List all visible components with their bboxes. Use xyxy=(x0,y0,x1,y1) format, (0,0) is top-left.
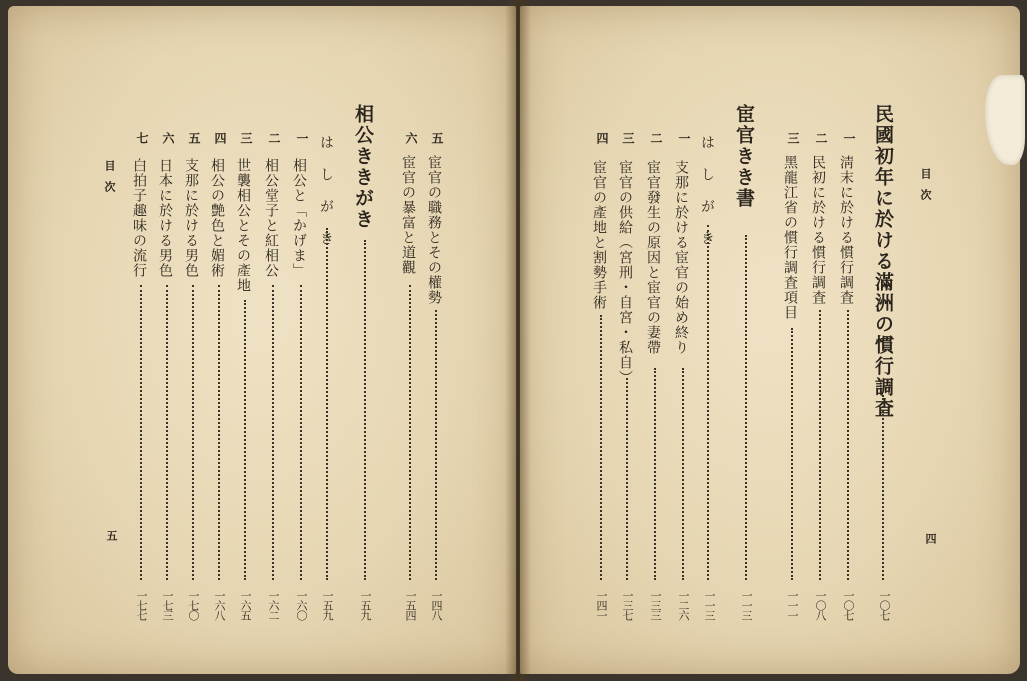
entry-page-number: 一一一 xyxy=(786,590,799,620)
entry-title: 宦官の職務とその權勢 xyxy=(426,155,442,305)
leader-dots xyxy=(364,240,366,580)
entry-title: 支那に於ける宦官の始め終り xyxy=(673,160,689,355)
leader-dots xyxy=(745,235,747,580)
entry-page-number: 一七七 xyxy=(135,590,148,620)
entry-title: 支那に於ける男色 xyxy=(183,158,199,278)
entry-number: 一 xyxy=(677,132,691,144)
folio-right: 四 xyxy=(924,533,937,544)
leader-dots xyxy=(654,368,656,580)
entry-page-number: 一三三 xyxy=(649,590,662,620)
entry-title: 宦官の供給（宮刑・自宮・私自） xyxy=(617,160,633,385)
section-page-number: 一五九 xyxy=(359,590,372,620)
running-head-right: 目次 xyxy=(919,168,932,210)
right-page xyxy=(520,6,1020,674)
leader-dots xyxy=(244,300,246,580)
entry-number: 三 xyxy=(239,132,253,144)
entry-title: 相公と「かげま」 xyxy=(291,158,307,278)
entry-title: 相公の艶色と媚術 xyxy=(209,158,225,278)
entry-number: 二 xyxy=(267,132,281,144)
book-gutter xyxy=(505,0,531,681)
entry-page-number: 一四一 xyxy=(595,590,608,620)
entry-number: 六 xyxy=(161,132,175,144)
leader-dots xyxy=(600,315,602,580)
leader-dots xyxy=(626,378,628,580)
entry-number: 五 xyxy=(187,132,201,144)
entry-page-number: 一一三 xyxy=(703,590,716,620)
leader-dots xyxy=(682,368,684,580)
entry-title: は し が き xyxy=(318,135,334,246)
leader-dots xyxy=(218,285,220,580)
leader-dots xyxy=(409,285,411,580)
entry-number: 二 xyxy=(649,132,663,144)
section-title-xianggong: 相公ききがき xyxy=(352,104,374,230)
entry-number: 一 xyxy=(842,132,856,144)
entry-number: 四 xyxy=(213,132,227,144)
entry-title: 民初に於ける慣行調査 xyxy=(810,155,826,305)
entry-page-number: 一三七 xyxy=(621,590,634,620)
entry-page-number: 一六〇 xyxy=(295,590,308,620)
entry-title: 淸末に於ける慣行調査 xyxy=(838,155,854,305)
leader-dots xyxy=(192,285,194,580)
leader-dots xyxy=(140,285,142,580)
entry-number: 七 xyxy=(135,132,149,144)
entry-title: 黑龍江省の慣行調査項目 xyxy=(782,155,798,320)
entry-page-number: 一六八 xyxy=(213,590,226,620)
leader-dots xyxy=(435,310,437,580)
entry-page-number: 一〇八 xyxy=(814,590,827,620)
entry-number: 二 xyxy=(814,132,828,144)
section-title-manchuria: 民國初年に於ける滿洲の慣行調査 xyxy=(872,104,894,419)
leader-dots xyxy=(300,285,302,580)
section-title-eunuchs: 宦官きき書 xyxy=(733,104,755,209)
entry-title: 宦官の產地と割勢手術 xyxy=(591,160,607,310)
leader-dots xyxy=(272,285,274,580)
entry-title: は し が き xyxy=(699,135,715,246)
leader-dots xyxy=(847,310,849,580)
entry-title: 世襲相公とその產地 xyxy=(235,158,251,293)
entry-title: 白拍子趣味の流行 xyxy=(131,158,147,278)
entry-number: 四 xyxy=(595,132,609,144)
entry-page-number: 一〇七 xyxy=(842,590,855,620)
entry-number: 六 xyxy=(404,132,418,144)
entry-title: 相公堂子と紅相公 xyxy=(263,158,279,278)
entry-page-number: 一五四 xyxy=(404,590,417,620)
entry-number: 五 xyxy=(430,132,444,144)
entry-title: 宦官發生の原因と宦官の妻帶 xyxy=(645,160,661,355)
folio-left: 五 xyxy=(105,530,118,541)
entry-number: 三 xyxy=(786,132,800,144)
entry-page-number: 一二六 xyxy=(677,590,690,620)
leader-dots xyxy=(166,285,168,580)
entry-page-number: 一五九 xyxy=(321,590,334,620)
entry-title: 日本に於ける男色 xyxy=(157,158,173,278)
entry-number: 一 xyxy=(295,132,309,144)
running-head-left: 目次 xyxy=(103,160,116,202)
leader-dots xyxy=(707,225,709,580)
left-page xyxy=(8,6,516,674)
entry-title: 宦官の暴富と道觀 xyxy=(400,155,416,275)
leader-dots xyxy=(791,328,793,580)
entry-page-number: 一七三 xyxy=(161,590,174,620)
entry-page-number: 一六五 xyxy=(239,590,252,620)
section-page-number: 一一三 xyxy=(740,590,753,620)
entry-number: 三 xyxy=(621,132,635,144)
leader-dots xyxy=(819,310,821,580)
leader-dots xyxy=(882,395,884,580)
entry-page-number: 一六二 xyxy=(267,590,280,620)
entry-page-number: 一四八 xyxy=(430,590,443,620)
entry-page-number: 一七〇 xyxy=(187,590,200,620)
section-page-number: 一〇七 xyxy=(878,590,891,620)
leader-dots xyxy=(326,228,328,580)
